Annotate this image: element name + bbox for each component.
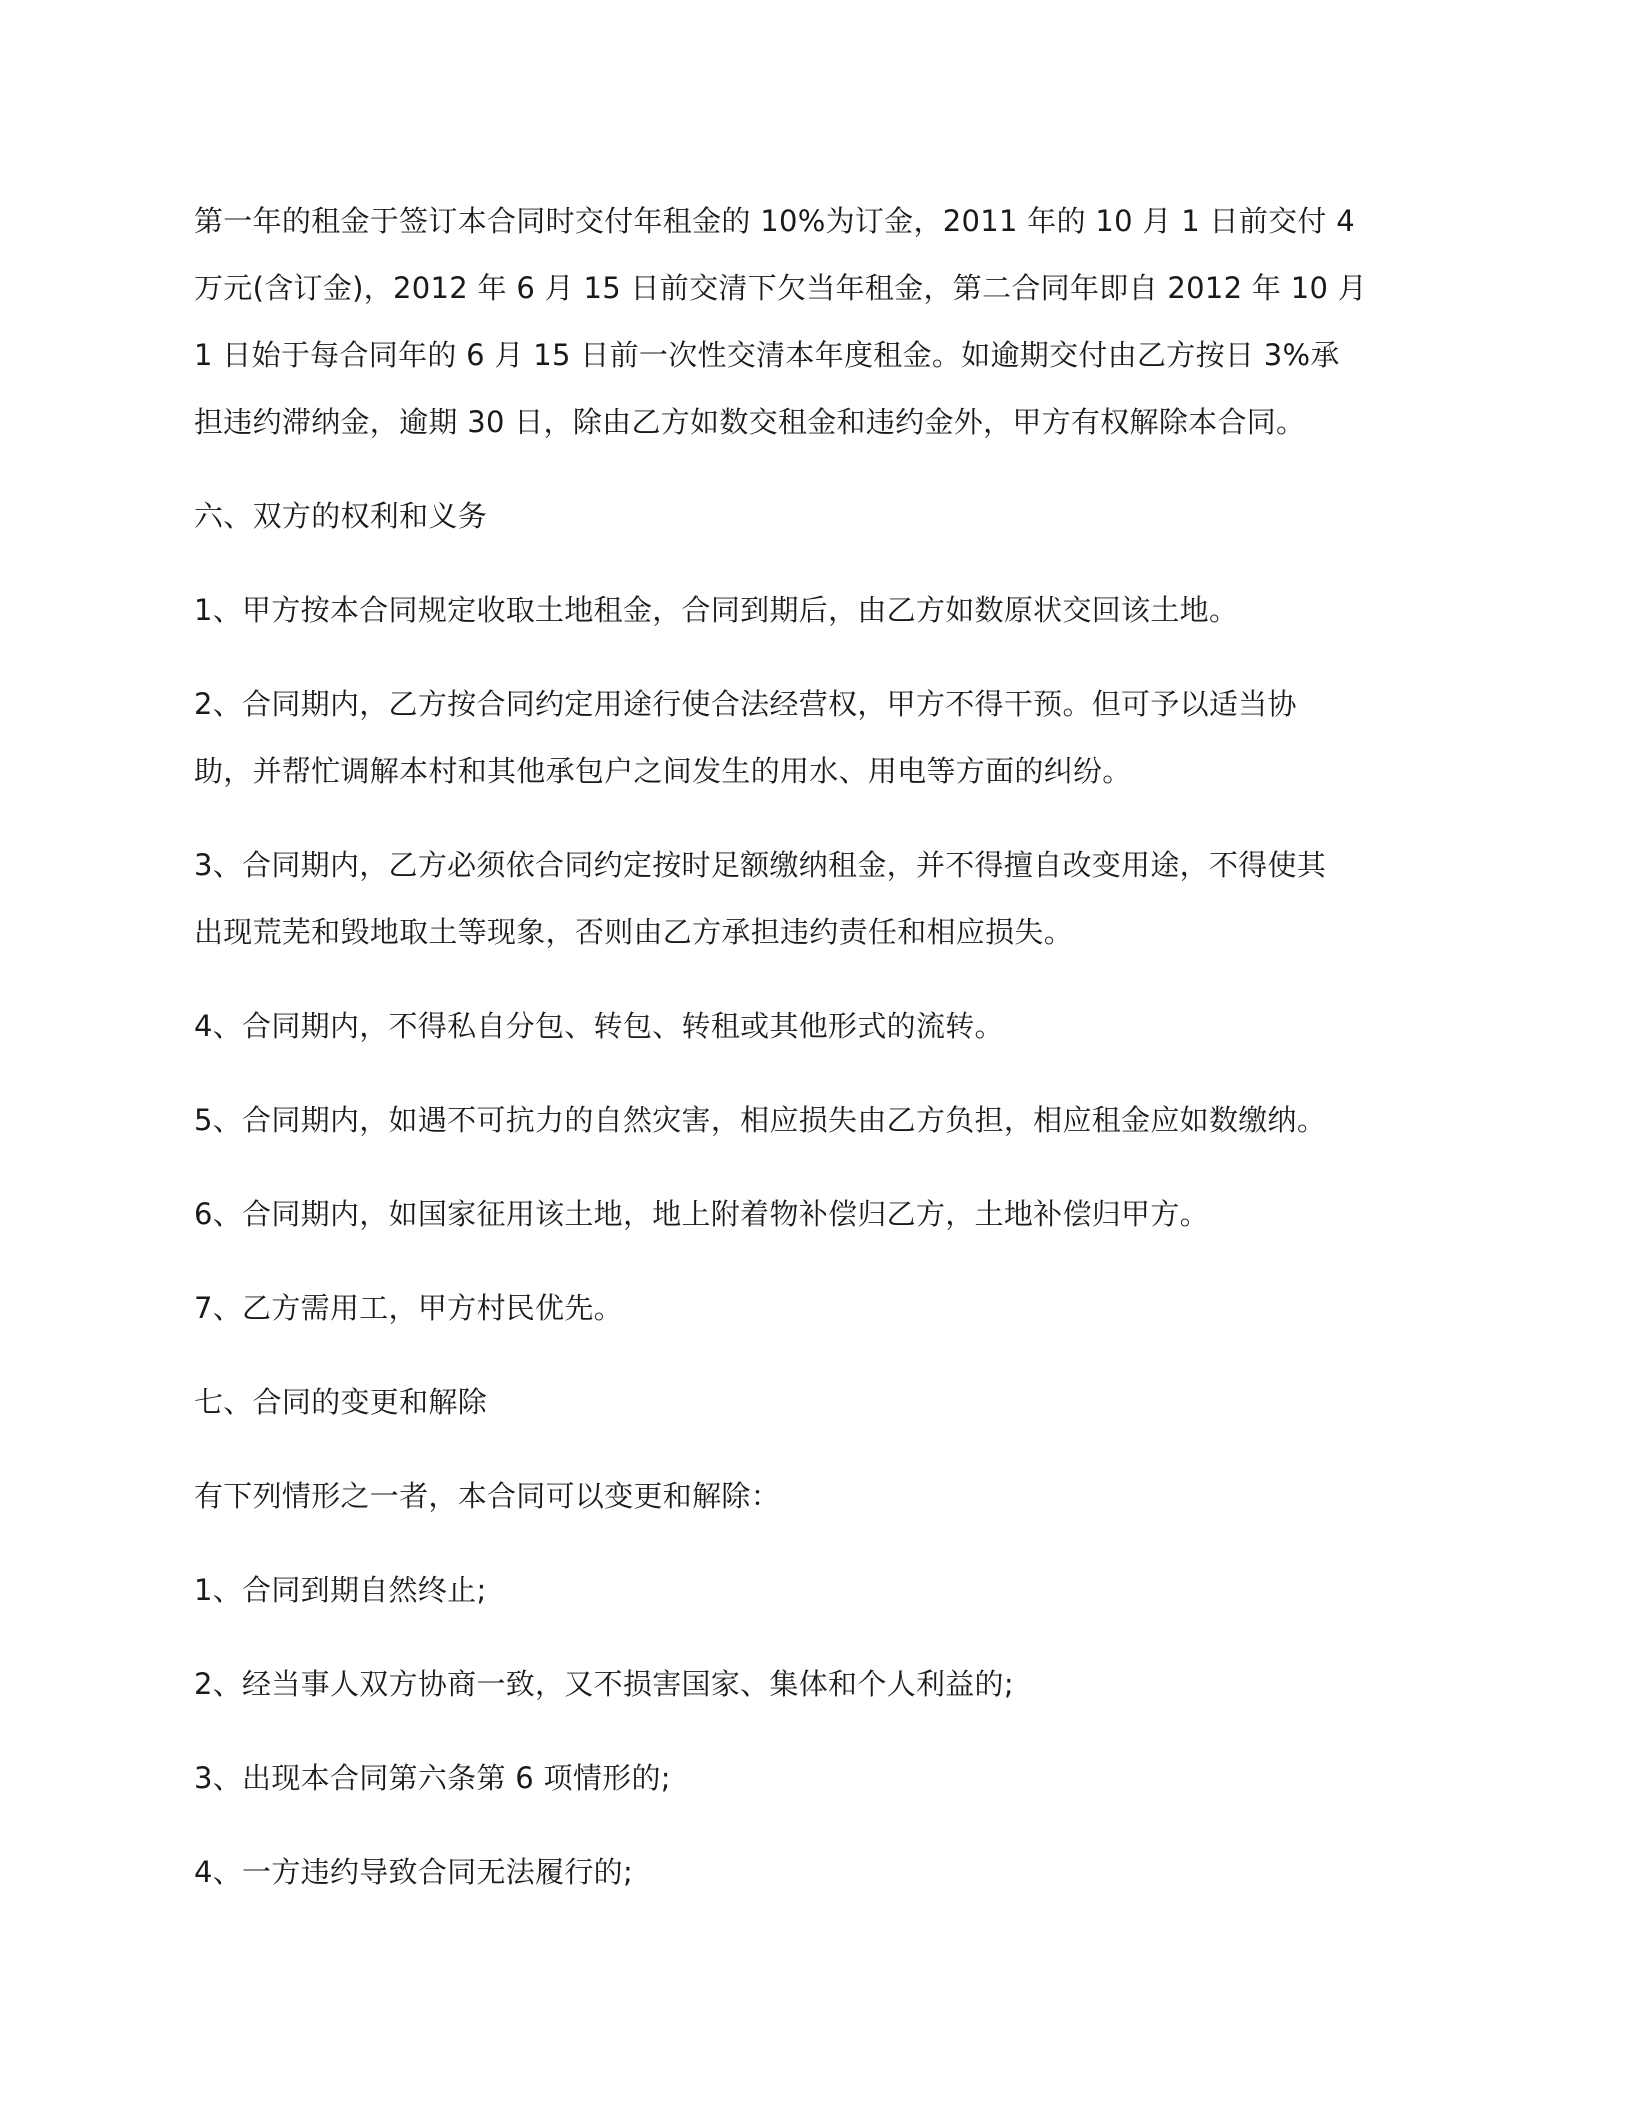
text-line: 1、甲方按本合同规定收取土地租金，合同到期后，由乙方如数原状交回该土地。 bbox=[194, 593, 1239, 627]
text-line: 7、乙方需用工，甲方村民优先。 bbox=[194, 1291, 623, 1325]
rights-item-4 bbox=[194, 993, 1444, 1060]
text-line: 六、双方的权利和义务 bbox=[194, 499, 488, 533]
text-line: 七、合同的变更和解除 bbox=[194, 1385, 488, 1419]
text-line: 6、合同期内，如国家征用该土地，地上附着物补偿归乙方，土地补偿归甲方。 bbox=[194, 1197, 1209, 1231]
rent-payment-paragraph bbox=[194, 188, 1444, 456]
text-line: 2、经当事人双方协商一致，又不损害国家、集体和个人利益的; bbox=[194, 1667, 1014, 1701]
rights-item-7 bbox=[194, 1275, 1444, 1342]
rights-item-1 bbox=[194, 577, 1444, 644]
rights-item-6 bbox=[194, 1181, 1444, 1248]
termination-item-2 bbox=[194, 1651, 1444, 1718]
termination-intro bbox=[194, 1463, 1444, 1530]
text-line: 3、合同期内，乙方必须依合同约定按时足额缴纳租金，并不得擅自改变用途，不得使其 bbox=[194, 848, 1327, 882]
text-line: 有下列情形之一者，本合同可以变更和解除： bbox=[194, 1479, 781, 1513]
text-line: 1、合同到期自然终止; bbox=[194, 1573, 487, 1607]
text-line: 出现荒芜和毁地取土等现象，否则由乙方承担违约责任和相应损失。 bbox=[194, 915, 1074, 949]
text-line: 4、合同期内，不得私自分包、转包、转租或其他形式的流转。 bbox=[194, 1009, 1004, 1043]
text-line: 第一年的租金于签订本合同时交付年租金的 10%为订金，2011 年的 10 月 1 日前交付 4 bbox=[194, 204, 1355, 238]
termination-item-3 bbox=[194, 1745, 1444, 1812]
rights-item-2 bbox=[194, 671, 1444, 805]
text-line: 助，并帮忙调解本村和其他承包户之间发生的用水、用电等方面的纠纷。 bbox=[194, 754, 1132, 788]
text-line: 3、出现本合同第六条第 6 项情形的; bbox=[194, 1761, 671, 1795]
text-line: 1 日始于每合同年的 6 月 15 日前一次性交清本年度租金。如逾期交付由乙方按日 3%承 bbox=[194, 338, 1340, 372]
text-line: 担违约滞纳金，逾期 30 日，除由乙方如数交租金和违约金外，甲方有权解除本合同。 bbox=[194, 405, 1306, 439]
termination-item-1 bbox=[194, 1557, 1444, 1624]
text-line: 万元(含订金)，2012 年 6 月 15 日前交清下欠当年租金，第二合同年即自 2012 年 10 月 bbox=[194, 271, 1368, 305]
section-heading-rights bbox=[194, 483, 1444, 550]
section-heading-termination bbox=[194, 1369, 1444, 1436]
termination-item-4 bbox=[194, 1839, 1444, 1906]
rights-item-5 bbox=[194, 1087, 1444, 1154]
text-line: 4、一方违约导致合同无法履行的; bbox=[194, 1855, 634, 1889]
rights-item-3 bbox=[194, 832, 1444, 966]
document-body bbox=[194, 188, 1444, 1906]
text-line: 2、合同期内，乙方按合同约定用途行使合法经营权，甲方不得干预。但可予以适当协 bbox=[194, 687, 1297, 721]
text-line: 5、合同期内，如遇不可抗力的自然灾害，相应损失由乙方负担，相应租金应如数缴纳。 bbox=[194, 1103, 1327, 1137]
